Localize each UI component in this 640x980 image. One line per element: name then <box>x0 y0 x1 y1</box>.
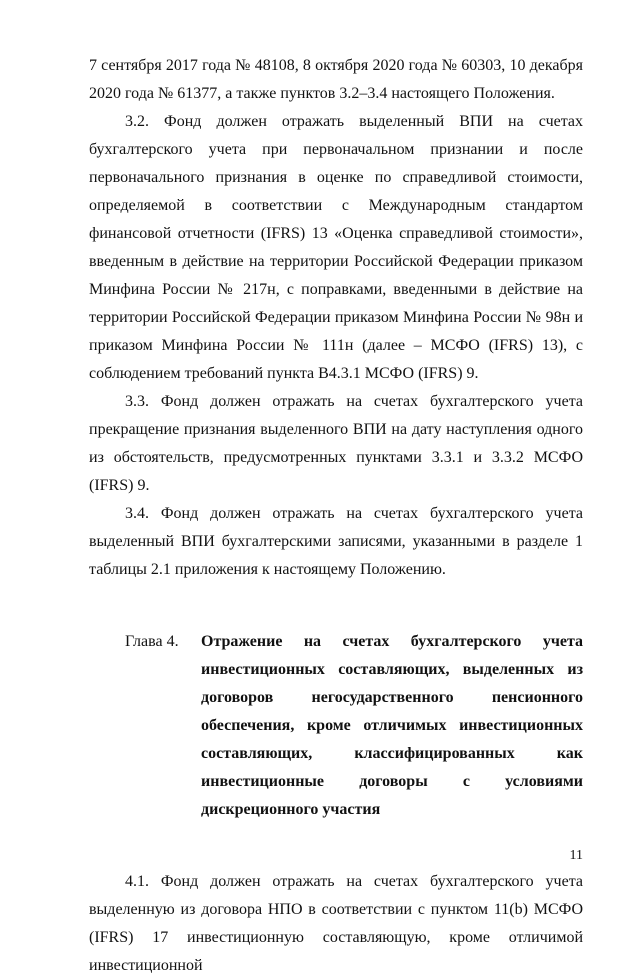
paragraph-4-1: 4.1. Фонд должен отражать на счетах бухгалтерского учета выделенную из договора НПО в соответствии с пунктом 11(b) МСФО (IFRS) 17 инвестиционную составляющую, кроме отличимой инвестиционной <box>89 873 583 974</box>
chapter-label: Глава 4. <box>125 633 179 650</box>
chapter-title: Отражение на счетах бухгалтерского учета инвестиционных составляющих, выделенных из договоров негосударственного пенсионного обеспечения, кроме отличимых инвестиционных составляющих, классифицированных как инвестиционные договоры с условиями дискреционного участия <box>201 633 583 818</box>
paragraph-3-4: 3.4. Фонд должен отражать на счетах бухгалтерского учета выделенный ВПИ бухгалтерскими записями, указанными в разделе 1 таблицы 2.1 приложения к настоящему Положению. <box>89 505 583 578</box>
paragraph-continuation: 7 сентября 2017 года № 48108, 8 октября 2020 года № 60303, 10 декабря 2020 года № 61377, а также пунктов 3.2–3.4 настоящего Положения. <box>89 57 583 102</box>
chapter-heading <box>89 628 583 824</box>
document-body <box>89 52 583 980</box>
page-number: 11 <box>569 848 583 863</box>
paragraph-3-3: 3.3. Фонд должен отражать на счетах бухгалтерского учета прекращение признания выделенного ВПИ на дату наступления одного из обстоятельств, предусмотренных пунктами 3.3.1 и 3.3.2 МСФО (IFRS) 9. <box>89 393 583 494</box>
paragraph-3-2: 3.2. Фонд должен отражать выделенный ВПИ на счетах бухгалтерского учета при первоначальном признании и после первоначального признания в оценке по справедливой стоимости, определяемой в соответствии с Международным стандартом финансовой отчетности (IFRS) 13 «Оценка справедливой стоимости», введенным в действие на территории Российской Федерации приказом Минфина России № 217н, с поправками, введенными в действие на территории Российской Федерации приказом Минфина России № 98н и приказом Минфина России № 111н (далее – МСФО (IFRS) 13), с соблюдением требований пункта B4.3.1 МСФО (IFRS) 9. <box>89 113 583 382</box>
